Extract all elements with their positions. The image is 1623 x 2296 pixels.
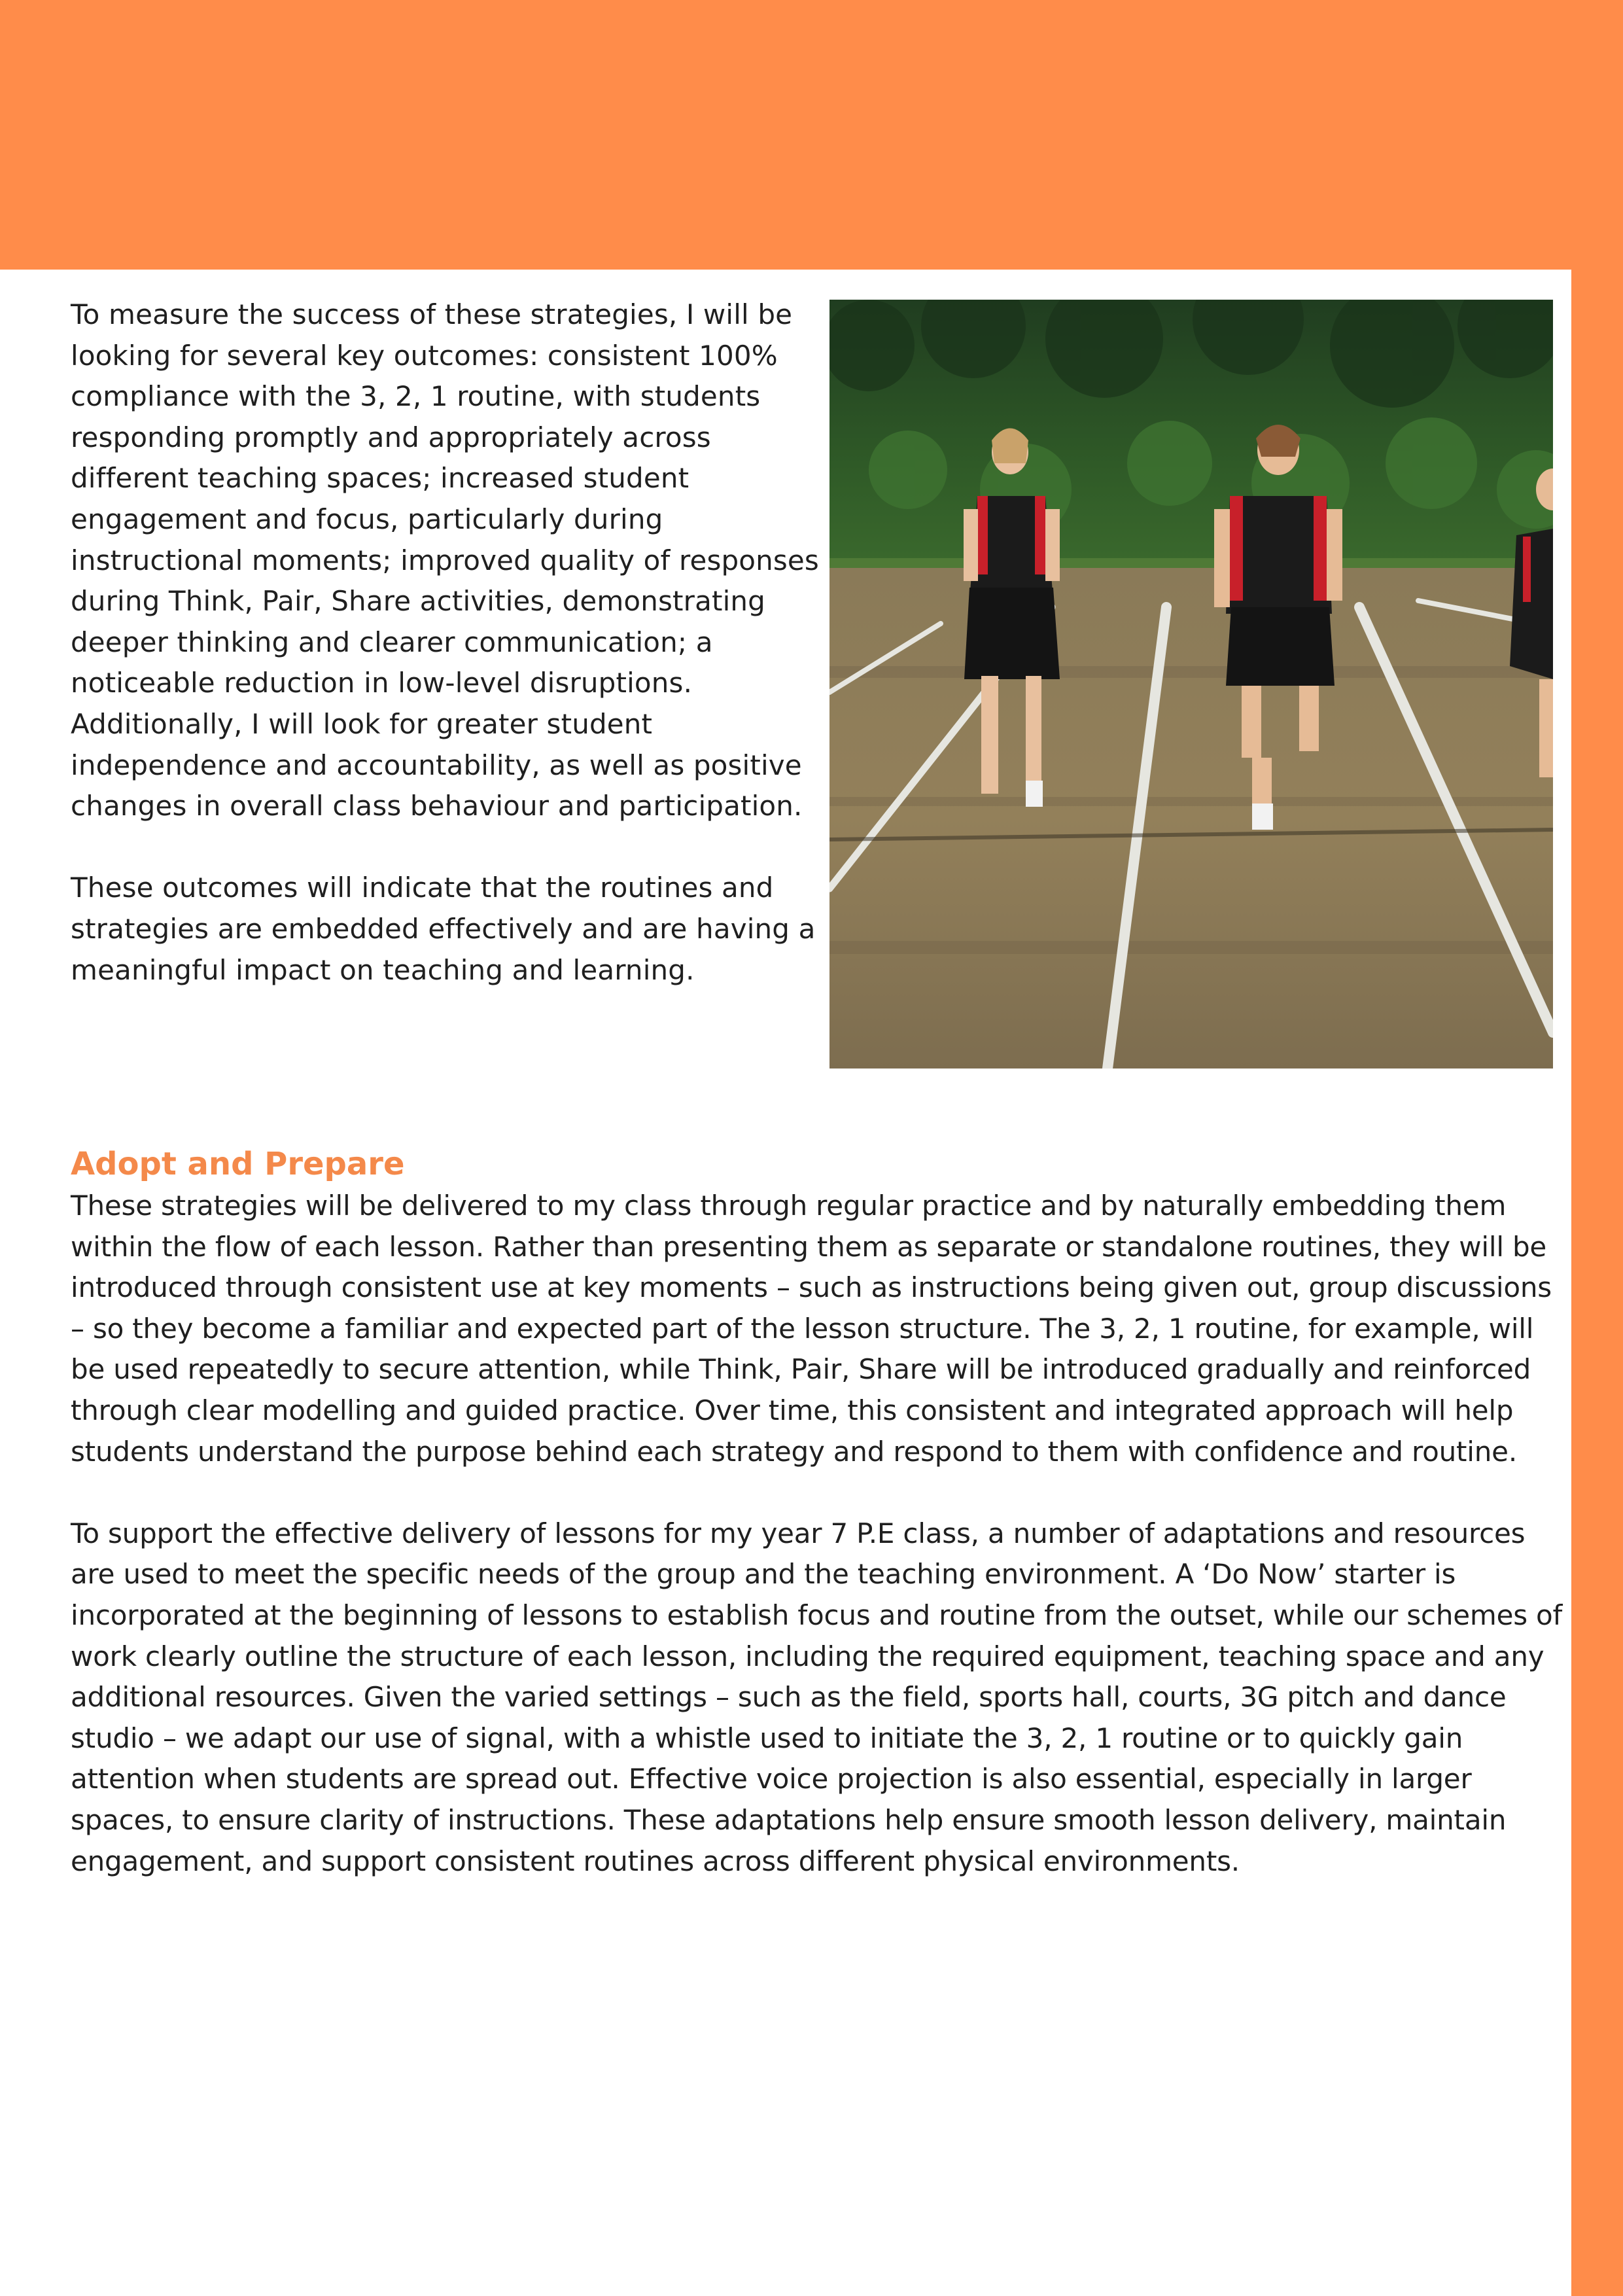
section-heading: Adopt and Prepare — [71, 1146, 405, 1182]
paragraph-spacer — [71, 827, 823, 868]
students-running-photo — [829, 300, 1553, 1069]
intro-paragraph-2: These outcomes will indicate that the routines and strategies are embedded effectively and are having a meaningful impact on teaching and learning. — [71, 872, 816, 986]
section-paragraph-2: To support the effective delivery of lessons for my year 7 P.E class, a number of adaptations and resources are used to meet the specific needs of the group and the teaching environment. A ‘Do Now’ starter is incorporated at the beginning of lessons to establish focus and routine from the outset, while our schemes of work clearly outline the structure of each lesson, including the required equipment, teaching space and any additional resources. Given the varied settings – such as the field, sports hall, courts, 3G pitch and dance studio – we adapt our use of signal, with a whistle used to initiate the 3, 2, 1 routine or to quickly gain attention when students are spread out. Effective voice projection is also essential, especially in larger spaces, to ensure clarity of instructions. These adaptations help ensure smooth lesson delivery, maintain engagement, and support consistent routines across different physical environments. — [71, 1517, 1563, 1877]
intro-column — [71, 294, 823, 991]
section-paragraph-1: These strategies will be delivered to my class through regular practice and by naturally embedding them within the flow of each lesson. Rather than presenting them as separate or standalone routines, they will be introduced through consistent use at key moments – such as instructions being given out, group discussions – so they become a familiar and expected part of the lesson structure. The 3, 2, 1 routine, for example, will be used repeatedly to secure attention, while Think, Pair, Share will be introduced gradually and reinforced through clear modelling and guided practice. Over time, this consistent and integrated approach will help students understand the purpose behind each strategy and respond to them with confidence and routine. — [71, 1190, 1552, 1468]
header-band — [0, 0, 1623, 270]
intro-paragraph-1: To measure the success of these strategies, I will be looking for several key outcomes: consistent 100% compliance with the 3, 2, 1 routine, with students responding promptly and appropriately across different teaching spaces; increased student engagement and focus, particularly during instructional moments; improved quality of responses during Think, Pair, Share activities, demonstrating deeper thinking and clearer communication; a noticeable reduction in low-level disruptions. Additionally, I will look for greater student independence and accountability, as well as positive changes in overall class behaviour and participation. — [71, 298, 819, 822]
adopt-and-prepare-section — [71, 1142, 1569, 1882]
side-accent-band — [1571, 270, 1623, 2296]
paragraph-spacer — [71, 1472, 1569, 1513]
